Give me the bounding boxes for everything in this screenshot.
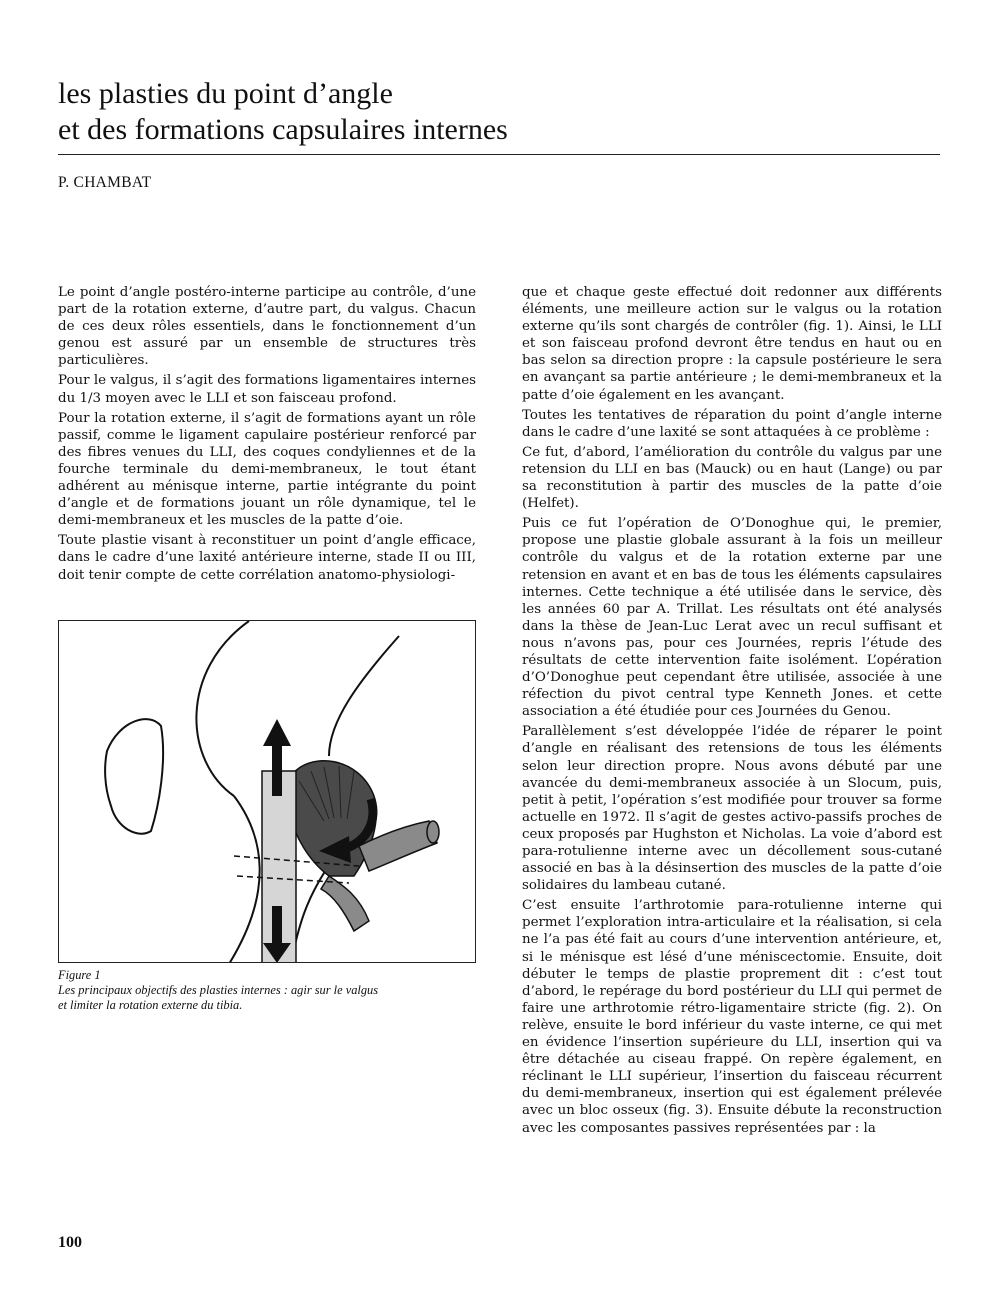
posterior-capsule-shape [289,761,376,876]
paragraph: Le point d’angle postéro-interne participe au contrôle, d’une part de la rotation externe, d’autre part, du valgus. Chacun de ces deux rôles essentiels, dans le fonctionnement d’un genou est assuré par un ensemble de structures très particulières. [58,285,476,369]
caption-line: Les principaux objectifs des plasties internes : agir sur le valgus [58,983,379,997]
right-column [522,284,942,1140]
paragraph: Pour la rotation externe, il s’agit de formations ayant un rôle passif, comme le ligament capulaire postérieur renforcé par des fibres venues du LLI, des coques condyliennes et de la fourche terminale du demi-membraneux, le tout étant adhérent au ménisque interne, partie intégrante du point d’angle et de formations jouant un rôle dynamique, tel le demi-membraneux et les muscles de la patte d’oie. [58,410,476,529]
paragraph: C’est ensuite l’arthrotomie para-rotulienne interne qui permet l’exploration intra-articulaire et la réalisation, si cela ne l’a pas été fait au cours d’une intervention antérieure, et, si le ménisque est lésé d’une méniscectomie. Ensuite, doit débuter le temps de plastie proprement dit : c’est tout d’abord, le repérage du bord postérieur du LLI qui permet de faire une arthrotomie rétro-ligamentaire stricte (fig. 2). On relève, ensuite le bord inférieur du vaste interne, ce qui met en évidence l’insertion supérieure du LLI, insertion qui va être détachée au ciseau frappé. On repère également, en réclinant le LLI supérieur, l’insertion du faisceau récurrent du demi-membraneux, insertion qui est également prélevée avec un bloc osseux (fig. 3). Ensuite débute la reconstruction avec les composantes passives représentées par : la [522,898,942,1136]
title-divider [58,154,940,155]
author-name: P. CHAMBAT [58,174,152,191]
paragraph: Ce fut, d’abord, l’amélioration du contrôle du valgus par une retension du LLI en bas (Mauck) ou en haut (Lange) ou par sa reconstitution à partir des muscles de la patte d’oie (Helfet). [522,444,942,512]
article-title [58,76,938,148]
paragraph: Parallèlement s’est développée l’idée de réparer le point d’angle en réalisant des retensions de tous les éléments selon leur direction propre. Nous avons débuté par une avancée du demi-membraneux associée à un Slocum, puis, petit à petit, l’opération s’est modifiée pour trouver sa forme actuelle en 1972. Il s’agit de gestes activo-passifs proches de ceux proposés par Hughston et Nicholas. La voie d’abord est para-rotulienne interne avec un décollement sous-cutané associé en bas à la désinsertion des muscles de la patte d’oie solidaires du lambeau cutané. [522,724,942,894]
title-line-2: et des formations capsulaires internes [58,113,508,146]
paragraph: Puis ce fut l’opération de O’Donoghue qui, le premier, propose une plastie globale assurant à la fois un meilleur contrôle du valgus et de la rotation externe par une retension en avant et en bas de tous les éléments capsulaires internes. Cette technique a été utilisée dans le service, dès les années 60 par A. Trillat. Les résultats ont été analysés dans la thèse de Jean-Luc Lerat avec un recul suffisant et nous n’avons pas, pour ces Journées, repris l’étude des résultats de cette intervention faite isolément. L’opération d’O’Donoghue peut cependant être utilisée, associée à une réfection du pivot central type Kenneth Jones. et cette association a été étudiée pour ces Journées du Genou. [522,516,942,720]
figure-label: Figure 1 [58,968,101,982]
figure-1-illustration [58,620,476,963]
title-line-1: les plasties du point d’angle [58,77,393,110]
page-number: 100 [58,1234,82,1251]
paragraph: Toute plastie visant à reconstituer un point d’angle efficace, dans le cadre d’une laxité antérieure interne, stade II ou III, doit tenir compte de cette corrélation anatomo-physiologi- [58,533,476,583]
paragraph: que et chaque geste effectué doit redonner aux différents éléments, une meilleure action sur le valgus ou la rotation externe qu’ils sont chargés de contrôler (fig. 1). Ainsi, le LLI et son faisceau profond devront être tendus en haut ou en bas selon sa direction propre : la capsule postérieure le sera en avançant sa partie antérieure ; le demi-membraneux et la patte d’oie également en les avançant. [522,285,942,403]
paragraph: Pour le valgus, il s’agit des formations ligamentaires internes du 1/3 moyen avec le LLI et son faisceau profond. [58,373,476,406]
caption-line: et limiter la rotation externe du tibia. [58,998,243,1012]
left-column [58,284,476,587]
knee-diagram [59,621,476,963]
figure-caption [58,968,476,1013]
paragraph: Toutes les tentatives de réparation du point d’angle interne dans le cadre d’une laxité se sont attaquées à ce problème : [522,407,942,440]
